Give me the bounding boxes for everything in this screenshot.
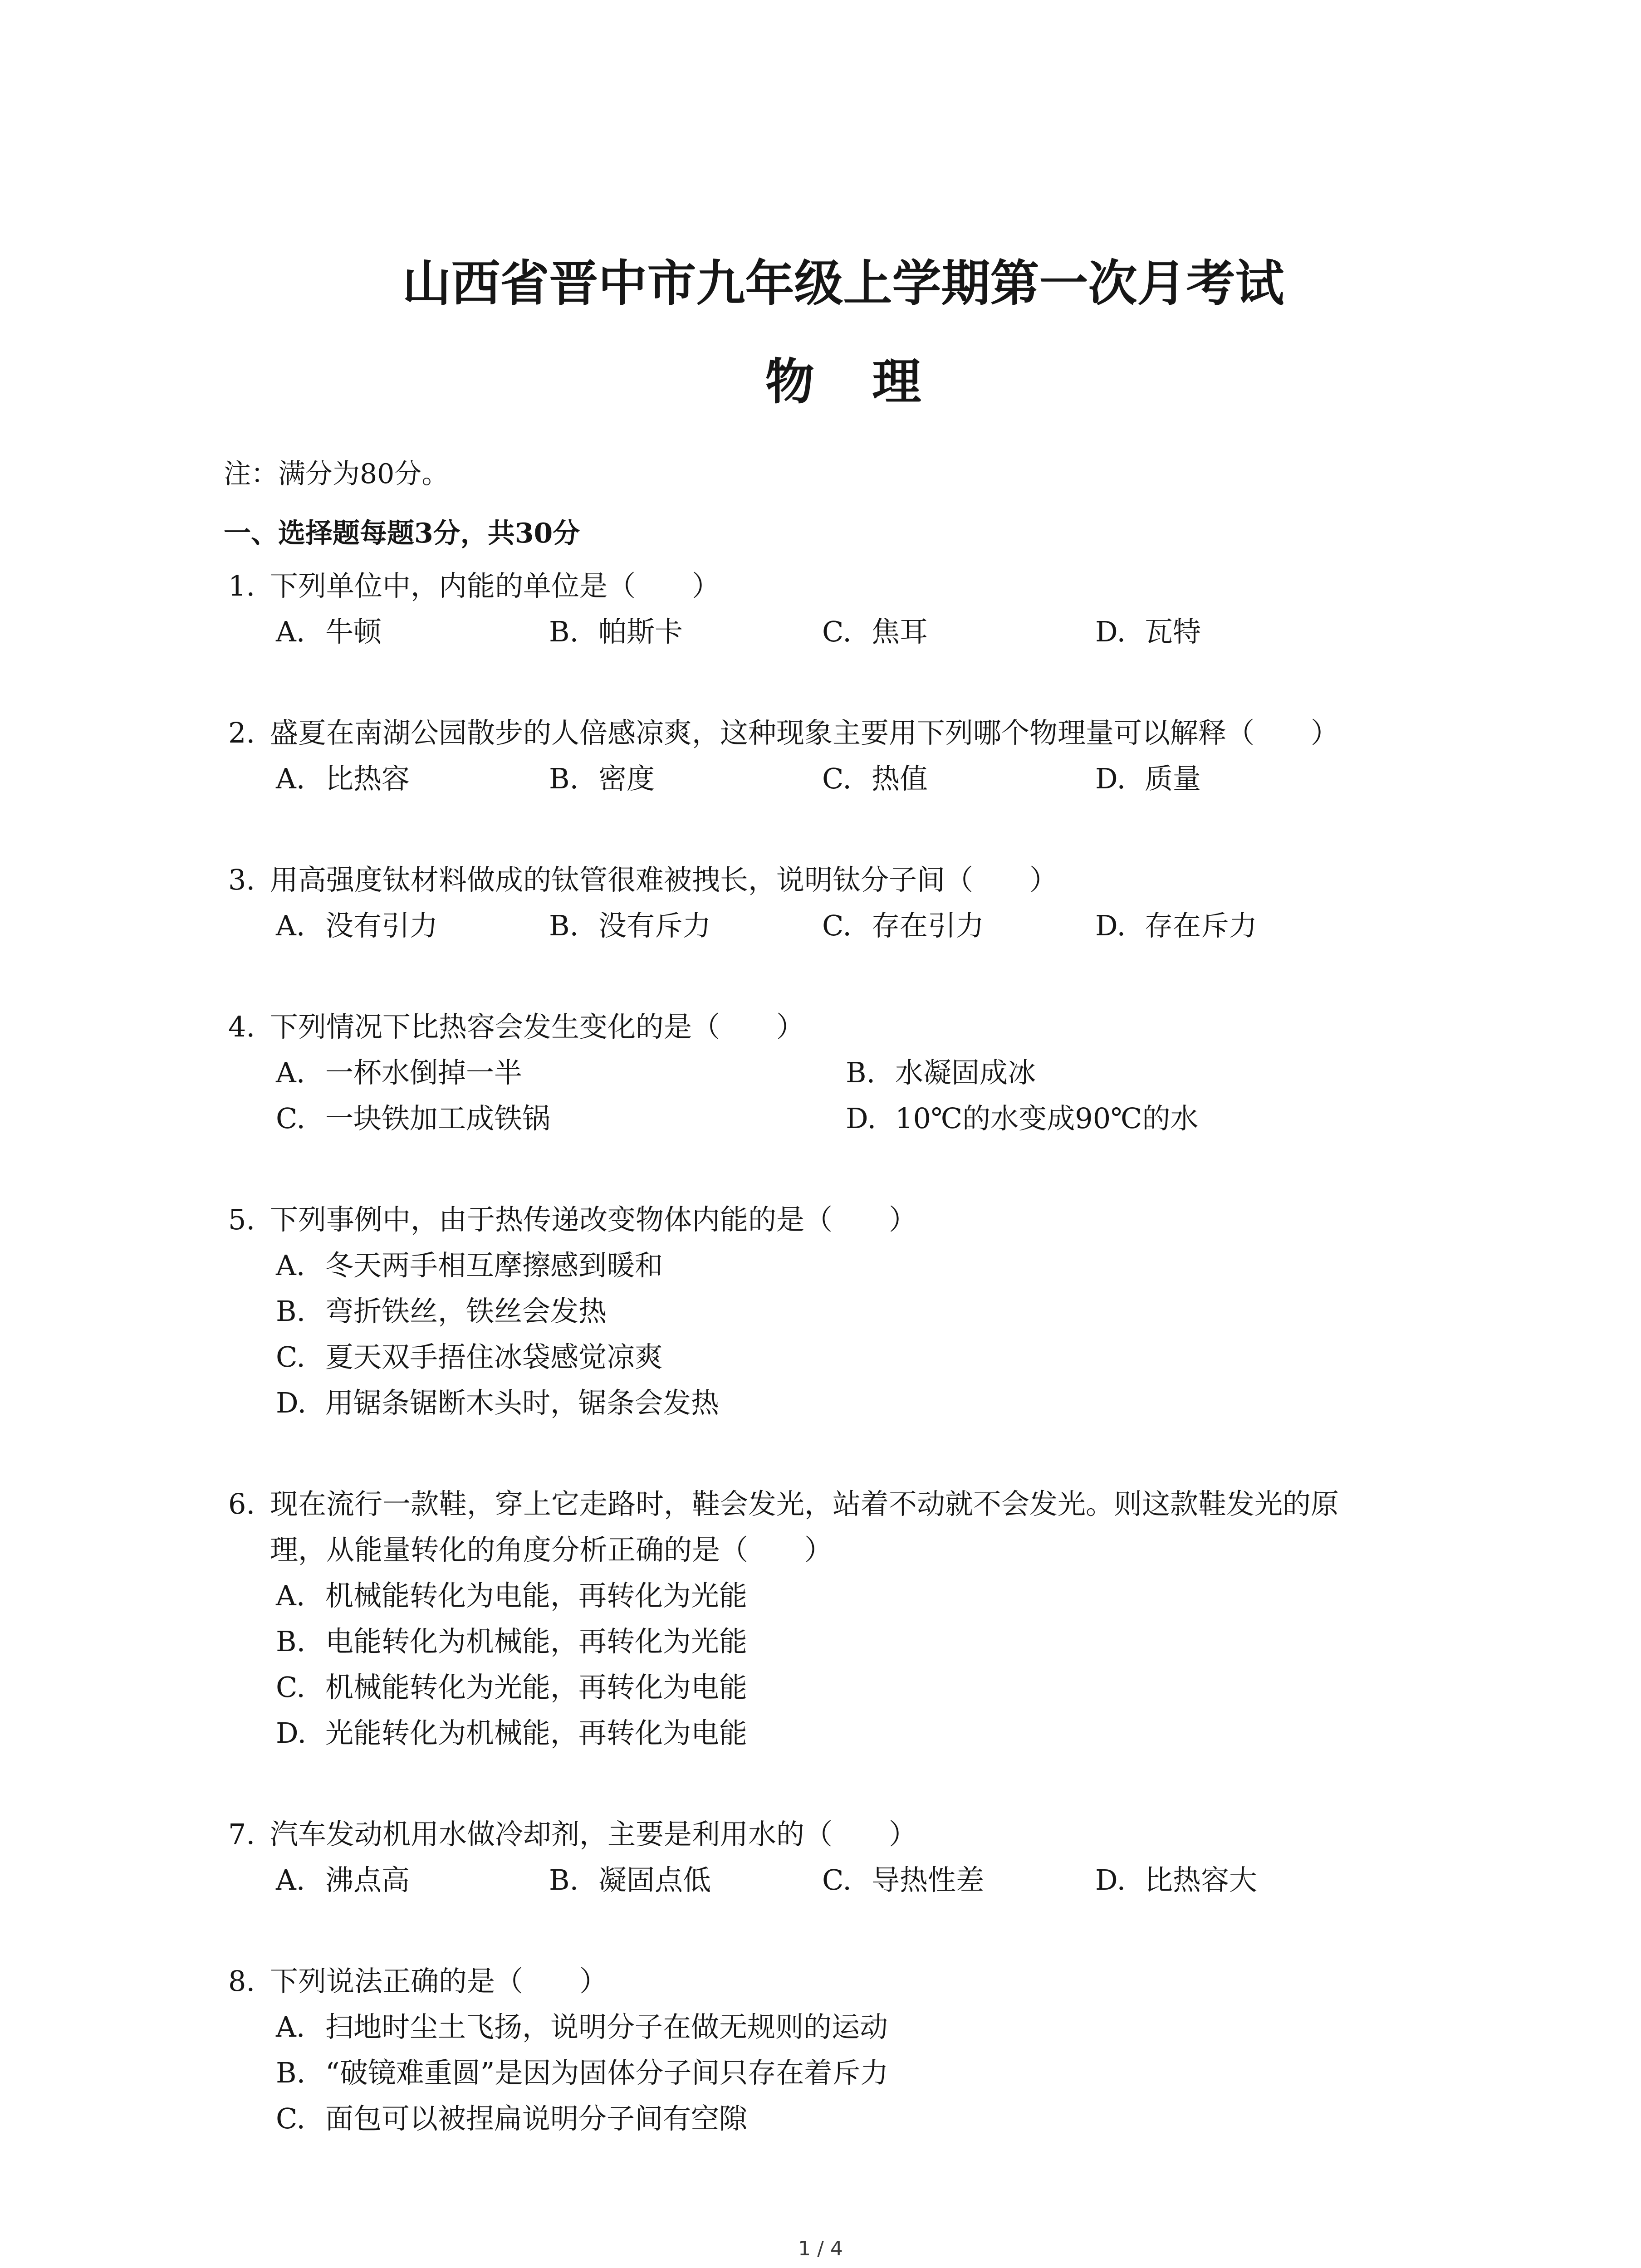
question-text: 下列情况下比热容会发生变化的是（ ） (270, 1010, 805, 1043)
option-letter: A. (276, 1579, 305, 1612)
option-text: 水凝固成冰 (895, 1056, 1036, 1089)
question-2 (228, 710, 1544, 802)
option-letter: D. (1095, 762, 1126, 795)
option-c (276, 1095, 846, 1141)
option-letter: D. (276, 1386, 307, 1419)
option-text: 存在斥力 (1145, 909, 1258, 942)
subject-title: 物 理 (765, 353, 921, 411)
option-row (228, 756, 1544, 802)
option-text: 夏天双手捂住冰袋感觉凉爽 (325, 1340, 663, 1374)
option-a (228, 2004, 1544, 2050)
option-text: 凝固点低 (598, 1863, 711, 1897)
option-text: 瓦特 (1145, 615, 1201, 648)
option-d (228, 1710, 1544, 1756)
option-letter: B. (549, 615, 579, 648)
question-3 (228, 857, 1544, 948)
exam-title: 山西省晋中市九年级上学期第一次月考试 (402, 255, 1284, 312)
question-text: 汽车发动机用水做冷却剂，主要是利用水的（ ） (270, 1818, 917, 1851)
option-row (228, 1050, 1544, 1095)
option-a (276, 756, 549, 802)
option-letter: C. (276, 1671, 305, 1704)
question-text: 盛夏在南湖公园散步的人倍感凉爽，这种现象主要用下列哪个物理量可以解释（ ） (270, 716, 1339, 749)
question-stem (228, 1004, 1544, 1050)
option-text: 扫地时尘土飞扬，说明分子在做无规则的运动 (325, 2010, 888, 2043)
question-number: 1. (228, 569, 255, 602)
option-b (846, 1050, 1416, 1095)
option-a (228, 1573, 1544, 1618)
option-c (228, 1334, 1544, 1380)
option-c (822, 903, 1095, 948)
question-list (228, 563, 1544, 2197)
option-letter: B. (549, 909, 579, 942)
option-text: 一块铁加工成铁锅 (325, 1102, 551, 1135)
option-letter: D. (276, 1716, 307, 1750)
option-b (549, 903, 822, 948)
option-text: 牛顿 (325, 615, 382, 648)
option-b (549, 609, 822, 655)
option-letter: C. (822, 909, 852, 942)
question-1 (228, 563, 1544, 655)
option-d (1095, 903, 1368, 948)
option-letter: C. (276, 1340, 305, 1374)
option-text: 沸点高 (325, 1863, 410, 1897)
option-text: 质量 (1145, 762, 1201, 795)
question-text-continued: 理，从能量转化的角度分析正确的是（ ） (270, 1533, 833, 1566)
score-note: 注：满分为80分。 (224, 458, 449, 490)
option-b (549, 756, 822, 802)
option-text: 导热性差 (872, 1863, 985, 1897)
question-stem (228, 1197, 1544, 1242)
page-number: 1 / 4 (798, 2237, 843, 2260)
option-c (822, 609, 1095, 655)
option-d (1095, 1857, 1368, 1903)
option-row (228, 609, 1544, 655)
option-letter: D. (1095, 909, 1126, 942)
option-a (276, 609, 549, 655)
question-number: 5. (228, 1203, 255, 1236)
option-text: 弯折铁丝，铁丝会发热 (325, 1295, 607, 1328)
option-letter: C. (276, 1102, 305, 1135)
option-text: 冬天两手相互摩擦感到暖和 (325, 1249, 663, 1282)
option-text: “破镜难重圆”是因为固体分子间只存在着斥力 (325, 2056, 889, 2089)
option-d (846, 1095, 1416, 1141)
option-a (276, 903, 549, 948)
option-row (228, 903, 1544, 948)
option-text: 焦耳 (872, 615, 928, 648)
option-text: 10℃的水变成90℃的水 (895, 1102, 1199, 1135)
option-letter: D. (1095, 1863, 1126, 1897)
option-letter: B. (276, 2056, 306, 2089)
question-number: 3. (228, 863, 255, 896)
question-stem (228, 1481, 1544, 1527)
option-d (1095, 756, 1368, 802)
question-6 (228, 1481, 1544, 1756)
option-d (1095, 609, 1368, 655)
option-text: 光能转化为机械能，再转化为电能 (325, 1716, 748, 1750)
option-text: 电能转化为机械能，再转化为光能 (325, 1625, 748, 1658)
option-b (228, 1618, 1544, 1664)
question-number: 7. (228, 1818, 255, 1851)
option-text: 密度 (598, 762, 655, 795)
option-c (822, 756, 1095, 802)
option-row (228, 1095, 1544, 1141)
question-number: 8. (228, 1965, 255, 1998)
question-text: 下列事例中，由于热传递改变物体内能的是（ ） (270, 1203, 917, 1236)
option-text: 机械能转化为光能，再转化为电能 (325, 1671, 748, 1704)
option-text: 机械能转化为电能，再转化为光能 (325, 1579, 748, 1612)
option-text: 比热容大 (1145, 1863, 1258, 1897)
question-stem (228, 1958, 1544, 2004)
option-text: 用锯条锯断木头时，锯条会发热 (325, 1386, 720, 1419)
option-letter: C. (276, 2102, 305, 2135)
section-heading: 一、选择题每题3分，共30分 (224, 518, 580, 549)
option-text: 没有斥力 (598, 909, 711, 942)
option-letter: B. (549, 1863, 579, 1897)
option-letter: D. (1095, 615, 1126, 648)
option-letter: D. (846, 1102, 877, 1135)
option-row (228, 1857, 1544, 1903)
option-text: 存在引力 (872, 909, 985, 942)
option-a (276, 1857, 549, 1903)
option-text: 比热容 (325, 762, 410, 795)
question-stem (228, 563, 1544, 609)
option-b (228, 1288, 1544, 1334)
option-text: 面包可以被捏扁说明分子间有空隙 (325, 2102, 748, 2135)
option-c (228, 1664, 1544, 1710)
option-text: 一杯水倒掉一半 (325, 1056, 523, 1089)
option-letter: B. (276, 1295, 306, 1328)
option-b (549, 1857, 822, 1903)
question-5 (228, 1197, 1544, 1426)
question-text: 现在流行一款鞋，穿上它走路时，鞋会发光，站着不动就不会发光。则这款鞋发光的原 (270, 1487, 1339, 1520)
option-c (228, 2096, 1544, 2141)
option-letter: C. (822, 615, 852, 648)
option-text: 没有引力 (325, 909, 438, 942)
option-letter: A. (276, 2010, 305, 2043)
question-stem (228, 1811, 1544, 1857)
option-letter: A. (276, 1249, 305, 1282)
question-text: 下列说法正确的是（ ） (270, 1965, 608, 1998)
question-text: 下列单位中，内能的单位是（ ） (270, 569, 720, 602)
option-letter: B. (846, 1056, 876, 1089)
question-4 (228, 1004, 1544, 1141)
question-number: 4. (228, 1010, 255, 1043)
option-letter: C. (822, 762, 852, 795)
option-b (228, 2050, 1544, 2096)
option-letter: A. (276, 1863, 305, 1897)
option-text: 帕斯卡 (598, 615, 683, 648)
question-stem (228, 710, 1544, 756)
question-stem (228, 857, 1544, 903)
option-letter: B. (549, 762, 579, 795)
option-letter: A. (276, 909, 305, 942)
question-7 (228, 1811, 1544, 1903)
option-d (228, 1380, 1544, 1426)
question-text: 用高强度钛材料做成的钛管很难被拽长，说明钛分子间（ ） (270, 863, 1058, 896)
option-a (276, 1050, 846, 1095)
option-letter: C. (822, 1863, 852, 1897)
option-letter: A. (276, 615, 305, 648)
option-letter: B. (276, 1625, 306, 1658)
question-number: 6. (228, 1487, 255, 1520)
option-letter: A. (276, 1056, 305, 1089)
option-text: 热值 (872, 762, 928, 795)
option-a (228, 1242, 1544, 1288)
option-letter: A. (276, 762, 305, 795)
question-number: 2. (228, 716, 255, 749)
option-c (822, 1857, 1095, 1903)
question-8 (228, 1958, 1544, 2141)
